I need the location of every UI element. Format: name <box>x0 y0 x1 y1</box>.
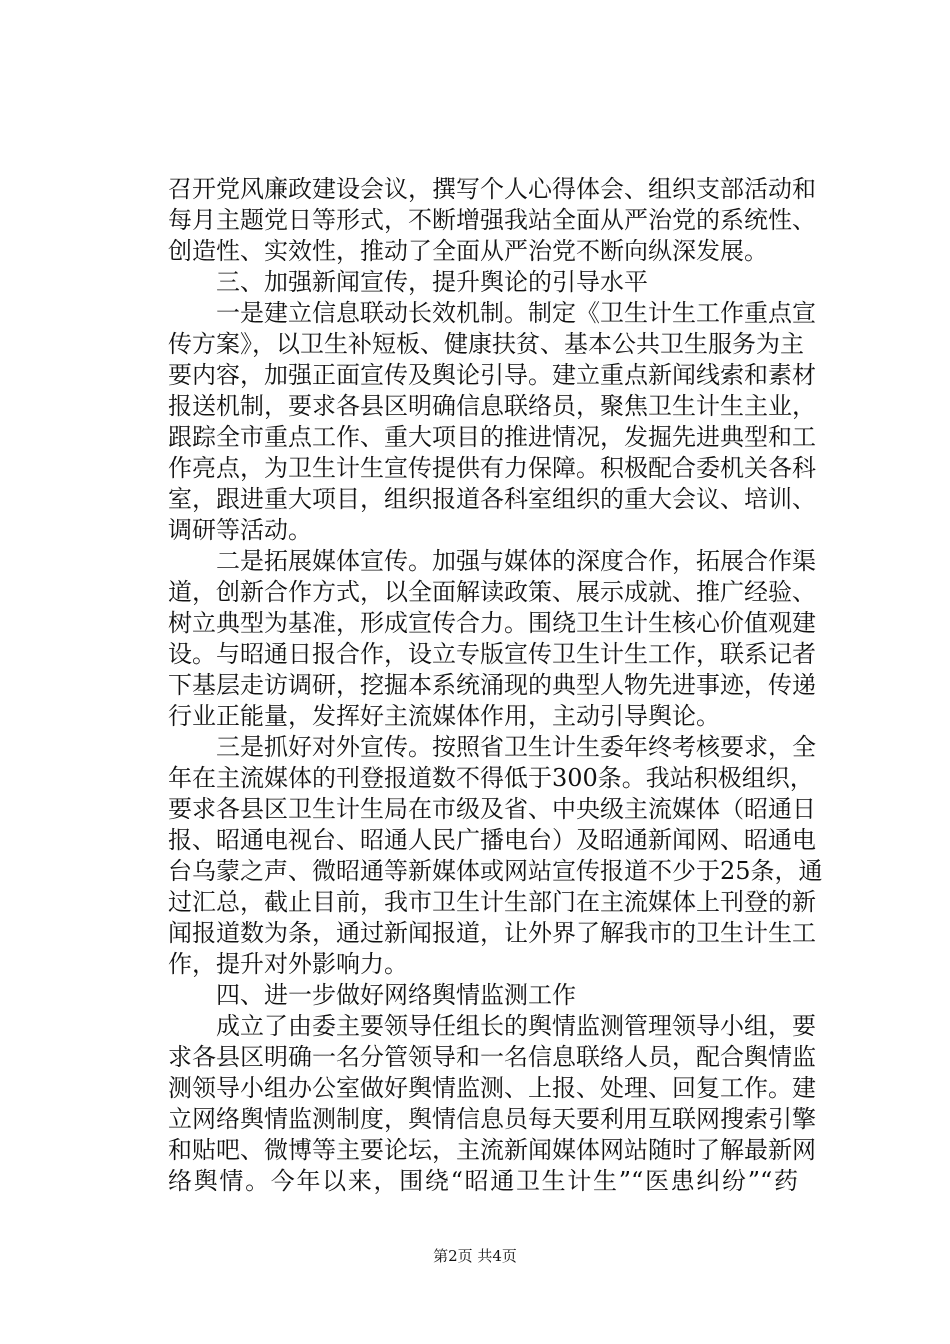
text-line: 求各县区明确一名分管领导和一名信息联络人员，配合舆情监 <box>168 1043 816 1071</box>
text-line: 作，提升对外影响力。 <box>168 950 408 978</box>
text-line: 二是拓展媒体宣传。加强与媒体的深度合作，拓展合作渠 <box>216 547 816 575</box>
text-line: 一是建立信息联动长效机制。制定《卫生计生工作重点宣 <box>216 299 816 327</box>
text-line: 树立典型为基准，形成宣传合力。围绕卫生计生核心价值观建 <box>168 609 816 637</box>
text-line: 道，创新合作方式，以全面解读政策、展示成就、推广经验、 <box>168 578 816 606</box>
text-line: 和贴吧、微博等主要论坛，主流新闻媒体网站随时了解最新网 <box>168 1136 816 1164</box>
text-line: 络舆情。今年以来，围绕“昭通卫生计生”“医患纠纷”“药 <box>168 1167 798 1195</box>
text-line: 设。与昭通日报合作，设立专版宣传卫生计生工作，联系记者 <box>168 640 816 668</box>
text-line: 调研等活动。 <box>168 516 312 544</box>
text-line: 年在主流媒体的刊登报道数不得低于300条。我站积极组织， <box>168 764 814 792</box>
text-line: 三是抓好对外宣传。按照省卫生计生委年终考核要求，全 <box>216 733 816 761</box>
text-line: 报、昭通电视台、昭通人民广播电台）及昭通新闻网、昭通电 <box>168 826 816 854</box>
text-line: 下基层走访调研，挖掘本系统涌现的典型人物先进事迹，传递 <box>168 671 816 699</box>
text-line: 成立了由委主要领导任组长的舆情监测管理领导小组，要 <box>216 1012 816 1040</box>
text-line: 报送机制，要求各县区明确信息联络员，聚焦卫生计生主业， <box>168 392 816 420</box>
text-line: 立网络舆情监测制度，舆情信息员每天要利用互联网搜索引擎 <box>168 1105 816 1133</box>
text-line: 四、进一步做好网络舆情监测工作 <box>216 981 576 1009</box>
text-line: 跟踪全市重点工作、重大项目的推进情况，发掘先进典型和工 <box>168 423 816 451</box>
text-line: 三、加强新闻宣传，提升舆论的引导水平 <box>216 268 648 296</box>
page-footer: 第2页 共4页 <box>433 1247 517 1265</box>
text-line: 过汇总，截止目前，我市卫生计生部门在主流媒体上刊登的新 <box>168 888 816 916</box>
text-line: 台乌蒙之声、微昭通等新媒体或网站宣传报道不少于25条，通 <box>168 857 823 885</box>
document-body <box>168 174 823 1197</box>
text-line: 召开党风廉政建设会议，撰写个人心得体会、组织支部活动和 <box>168 175 816 203</box>
text-line: 室，跟进重大项目，组织报道各科室组织的重大会议、培训、 <box>168 485 816 513</box>
text-line: 作亮点，为卫生计生宣传提供有力保障。积极配合委机关各科 <box>168 454 816 482</box>
text-line: 要求各县区卫生计生局在市级及省、中央级主流媒体（昭通日 <box>168 795 816 823</box>
text-line: 传方案》，以卫生补短板、健康扶贫、基本公共卫生服务为主 <box>168 330 804 358</box>
text-line: 行业正能量，发挥好主流媒体作用，主动引导舆论。 <box>168 702 720 730</box>
text-line: 闻报道数为条，通过新闻报道，让外界了解我市的卫生计生工 <box>168 919 816 947</box>
text-line: 要内容，加强正面宣传及舆论引导。建立重点新闻线索和素材 <box>168 361 816 389</box>
text-line: 创造性、实效性，推动了全面从严治党不断向纵深发展。 <box>168 237 768 265</box>
text-line: 测领导小组办公室做好舆情监测、上报、处理、回复工作。建 <box>168 1074 816 1102</box>
text-line: 每月主题党日等形式，不断增强我站全面从严治党的系统性、 <box>168 206 816 234</box>
